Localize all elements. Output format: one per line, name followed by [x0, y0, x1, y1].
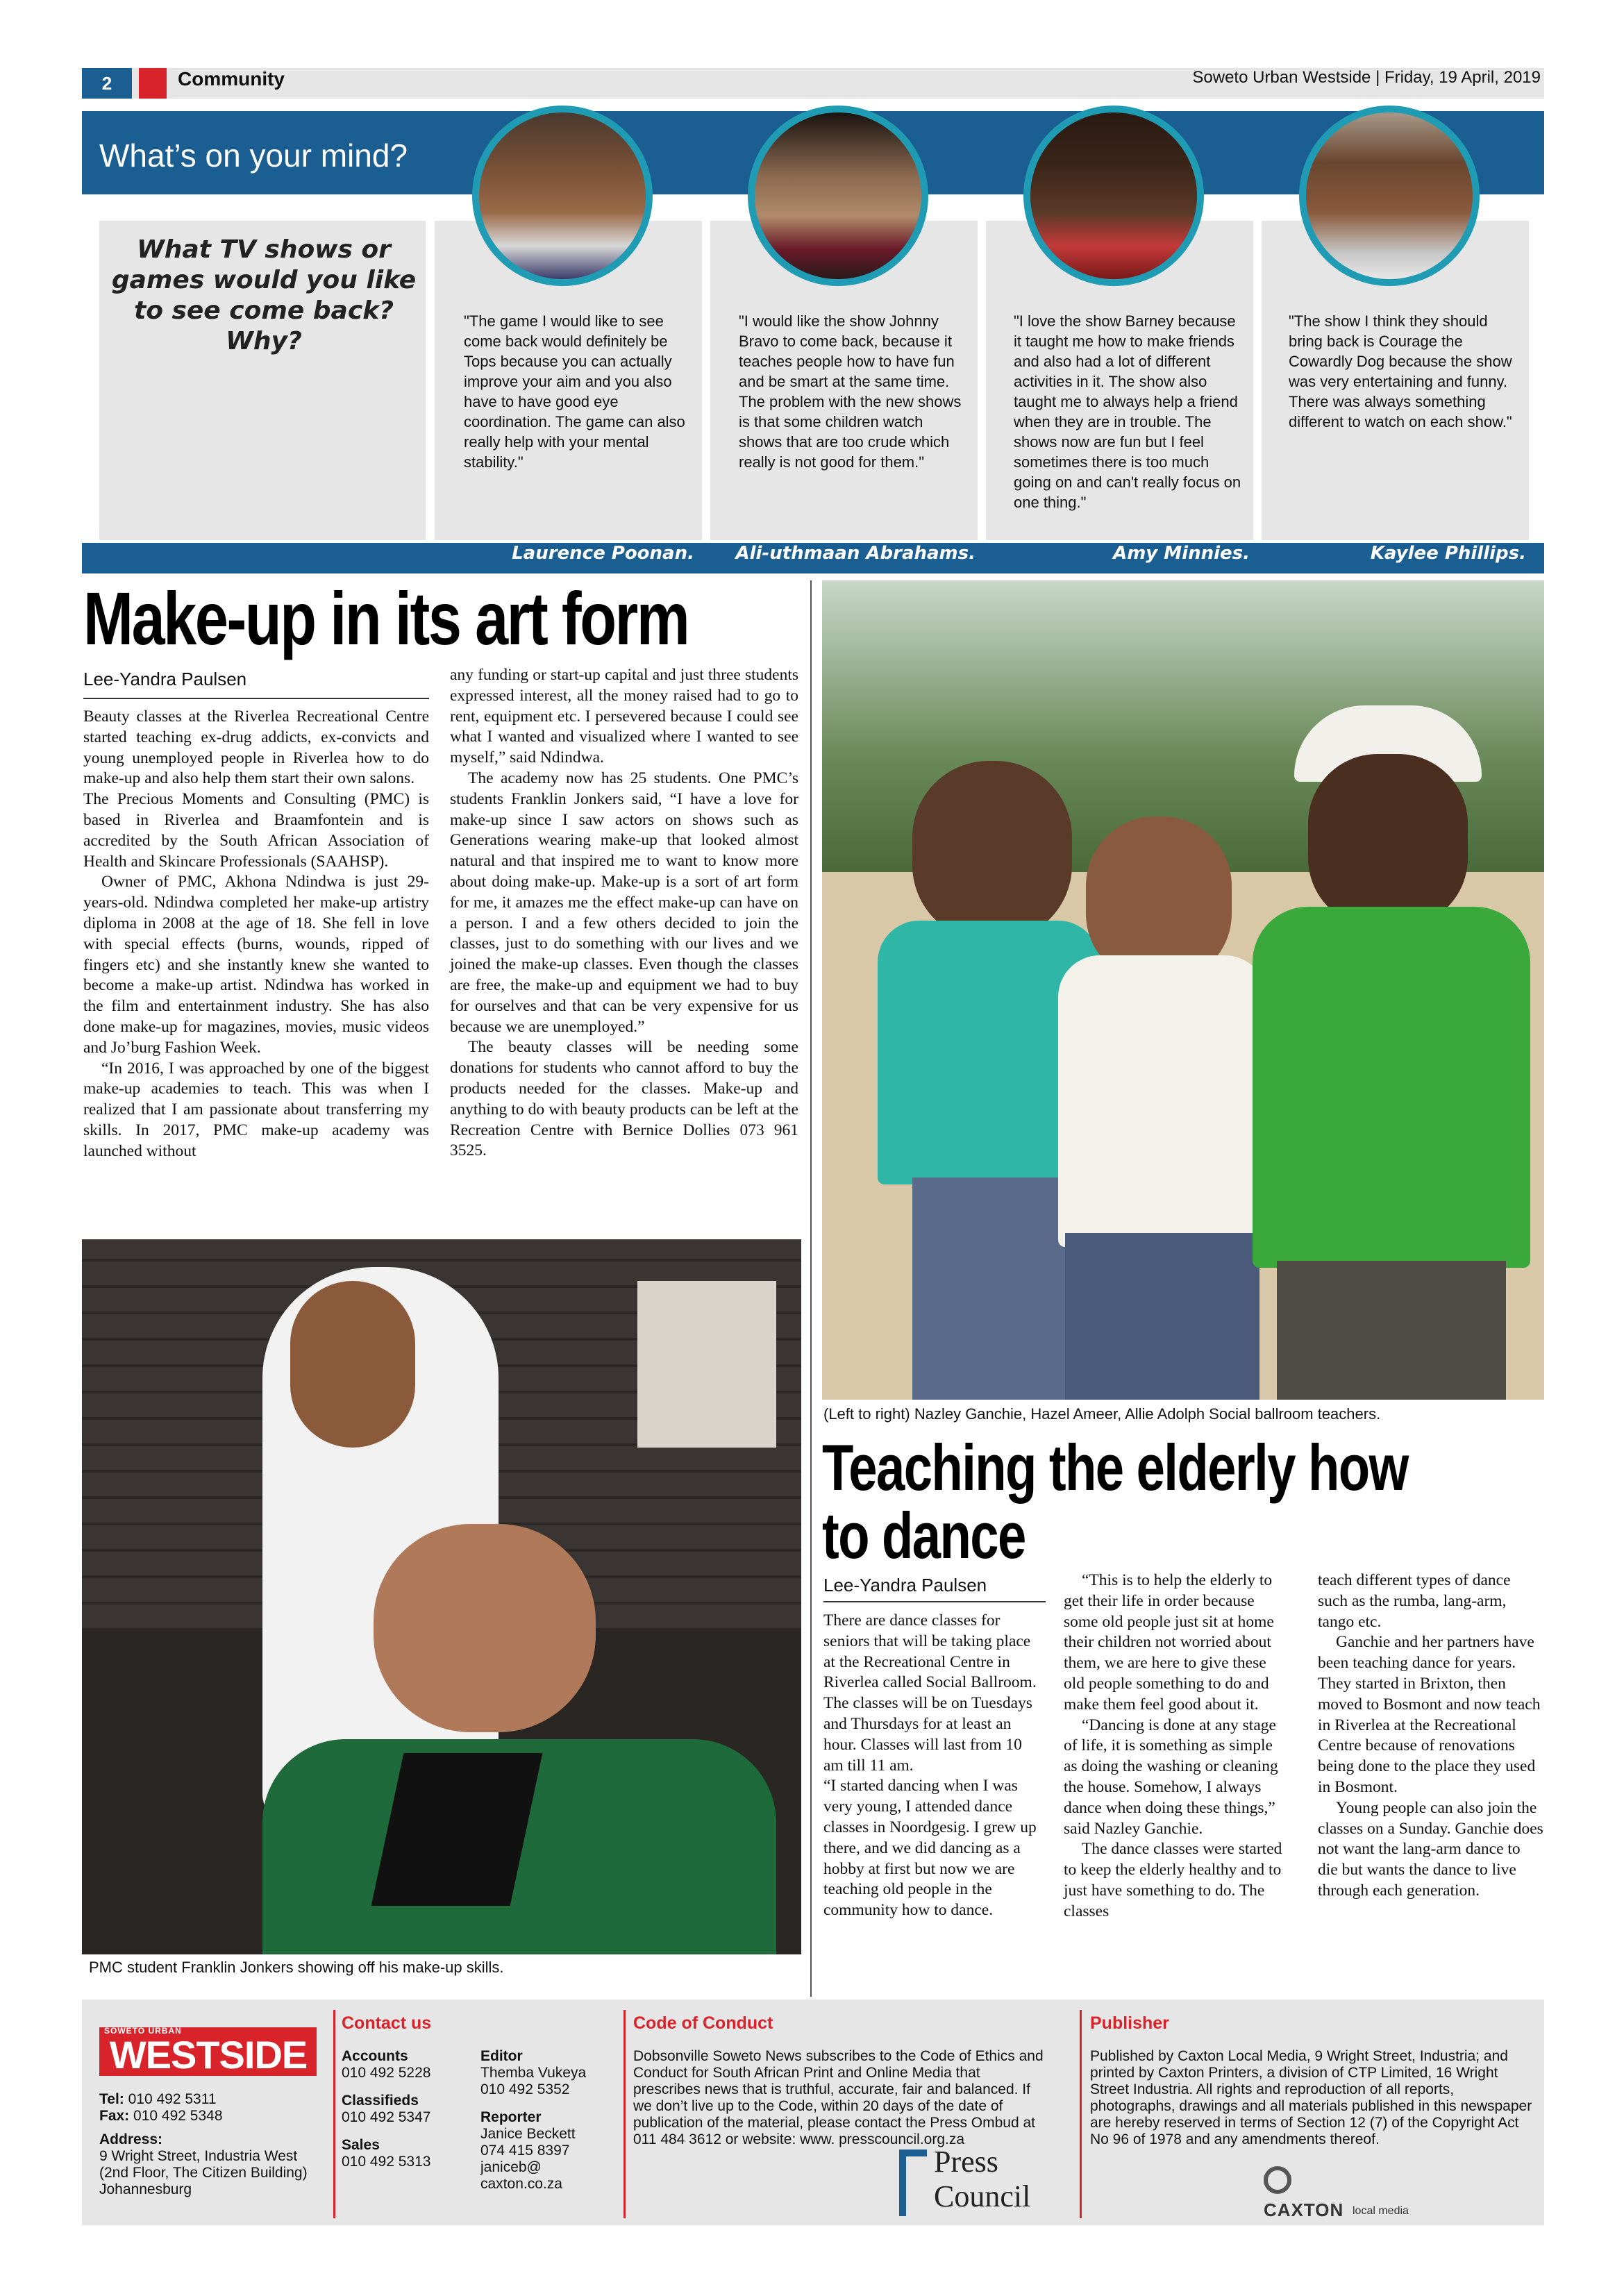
fax-label: Fax:	[99, 2108, 130, 2124]
press-council-logo	[899, 2145, 1053, 2222]
byline-rule	[83, 698, 429, 699]
makeup-column-1	[83, 707, 429, 1162]
paragraph: “This is to help the elderly to get their life in order because some old people just sit at home their children not worried about them, we are here to give these old people something to do and make them feel good about it.	[1064, 1571, 1274, 1713]
dance-column-1	[823, 1611, 1046, 1921]
press-council-word-1: Press	[934, 2145, 998, 2179]
dance-byline: Lee-Yandra Paulsen	[823, 1575, 987, 1595]
dance-photo	[822, 580, 1544, 1400]
paragraph: any funding or start-up capital and just three students expressed interest, all the money raised had to go to rent, equipment etc. I persevered because I could see what I wanted and visualized where I wanted to see myself,” said Ndindwa.	[450, 666, 798, 767]
logo-wordmark: WESTSIDE	[109, 2033, 308, 2077]
caxton-wordmark: CAXTON	[1264, 2199, 1344, 2220]
section-title: Community	[178, 68, 285, 90]
tel-number: 010 492 5311	[128, 2091, 217, 2107]
paragraph: Young people can also join the classes on a Sunday. Ganchie does not want the lang-arm dance to die but wants the dance to live through each generation.	[1318, 1798, 1543, 1900]
footer-divider	[623, 2010, 626, 2218]
dance-column-3	[1318, 1570, 1543, 1902]
dance-column-2	[1064, 1570, 1289, 1922]
makeup-column-2	[450, 665, 798, 1162]
editor-label: Editor	[480, 2048, 523, 2064]
footer-divider	[1080, 2010, 1082, 2218]
code-of-conduct-heading: Code of Conduct	[633, 2013, 773, 2033]
contact-heading: Contact us	[342, 2013, 432, 2033]
response-quote-1: "The game I would like to see come back would definitely be Tops because you can actually improve your aim and you also have to have good eye coordination. The game can also really help with your mental stability."	[464, 312, 685, 471]
paragraph: The Precious Moments and Consulting (PMC) is based in Riverlea and Braamfontein and is accredited by the South African Association of Health and Skincare Professionals (SAAHSP).	[83, 790, 429, 871]
classifieds-label: Classifieds	[342, 2093, 419, 2109]
caxton-icon	[1264, 2166, 1291, 2194]
paragraph: “In 2016, I was approached by one of the biggest make-up academies to teach. This was when I realized that I am passionate about transferring my skills. In 2017, PMC make-up academy was launched without	[83, 1059, 429, 1160]
respondent-name-4: Kaylee Phillips.	[1370, 543, 1526, 564]
publisher-text: Published by Caxton Local Media, 9 Wright Street, Industria; and printed by Caxton Printers, a division of CTP Limited, 16 Wright Street Industria. All rights and reproduction of all reports, photographs, drawings and all materials published in this newspaper are hereby reserved in terms of Section 12 (7) of the Copyright Act No 96 of 1978 and any amendments thereof.	[1090, 2048, 1532, 2147]
question-text: What TV shows or games would you like to see come back? Why?	[111, 235, 417, 355]
staff-contacts	[480, 2048, 619, 2193]
editor-phone: 010 492 5352	[480, 2081, 570, 2097]
dance-headline-line-2: to dance	[822, 1499, 1026, 1572]
respondent-photo-3	[1023, 106, 1204, 286]
dateline: Soweto Urban Westside | Friday, 19 April, 2019	[1192, 68, 1541, 87]
response-quote-2: "I would like the show Johnny Bravo to come back, because it teaches people how to have fun and be smart at the same time. The problem with the new shows is that some children watch shows that are too crude which really is not good for them."	[739, 312, 962, 471]
address-label: Address:	[99, 2131, 163, 2147]
makeup-photo-caption: PMC student Franklin Jonkers showing off his make-up skills.	[89, 1959, 504, 1976]
paragraph: The academy now has 25 students. One PMC’s students Franklin Jonkers said, “I have a love for make-up since I saw actors on shows such as Generations wearing make-up that looked almost natural and that inspired me to want to know more about doing make-up. Make-up is a sort of art form for me, it amazes me the effect make-up can have on a person. I and a few others decided to join the classes, just to do something with our lives and we joined the make-up classes. Even though the classes are free, the make-up and equipment we had to buy for ourselves and that can be very expensive for us because we are unemployed.”	[450, 769, 798, 1036]
caxton-subtitle: local media	[1353, 2205, 1409, 2217]
respondent-photo-4	[1299, 106, 1480, 286]
classifieds-number: 010 492 5347	[342, 2109, 431, 2125]
paragraph: The beauty classes will be needing some donations for students who cannot afford to buy the products needed for the classes. Make-up and anything to do with beauty products can be left at the Recreation Centre with Bernice Dollies 073 961 3525.	[450, 1038, 798, 1160]
logo-tagline: SOWETO URBAN	[104, 2026, 182, 2036]
tel-label: Tel:	[99, 2091, 124, 2107]
dance-photo-caption: (Left to right) Nazley Ganchie, Hazel Ameer, Allie Adolph Social ballroom teachers.	[823, 1405, 1381, 1423]
footer-divider	[333, 2010, 335, 2218]
column-divider	[810, 580, 812, 1997]
respondent-name-1: Laurence Poonan.	[512, 543, 694, 564]
reporter-phone: 074 415 8397	[480, 2143, 570, 2159]
reporter-label: Reporter	[480, 2109, 542, 2125]
respondent-name-2: Ali-uthmaan Abrahams.	[735, 543, 976, 564]
paragraph: “Dancing is done at any stage of life, it is something as simple as doing the washing or cleaning the house. Somehow, I always dance when doing these things,” said Nazley Ganchie.	[1064, 1716, 1278, 1838]
section-marker	[139, 68, 167, 99]
respondent-name-3: Amy Minnies.	[1113, 543, 1250, 564]
respondent-photo-1	[472, 106, 653, 286]
paragraph: There are dance classes for seniors that will be taking place at the Recreational Centre in Riverlea called Social Ballroom. The classes will be on Tuesdays and Thursdays for at least an hour. Classes will last from 10 am till 11 am.	[823, 1611, 1037, 1775]
response-quote-3: "I love the show Barney because it taught me how to make friends and also had a lot of different activities in it. The show also taught me to always help a friend when they are in trouble. The shows now are fun but I feel sometimes there is too much going on and can't really focus on one thing."	[1014, 312, 1241, 511]
dance-headline-line-1: Teaching the elderly how	[822, 1431, 1408, 1504]
accounts-number: 010 492 5228	[342, 2065, 431, 2081]
paragraph: teach different types of dance such as the rumba, lang-arm, tango etc.	[1318, 1571, 1511, 1631]
contact-block	[99, 2091, 321, 2198]
paragraph: Ganchie and her partners have been teaching dance for years. They started in Brixton, then moved to Bosmont and now teach in Riverlea at the Recreational Centre because of renovations being done to the place they used in Bosmont.	[1318, 1633, 1541, 1796]
response-quote-4: "The show I think they should bring back is Courage the Cowardly Dog because the show was very entertaining and funny. There was always something different to watch on each show."	[1289, 312, 1512, 430]
makeup-photo	[82, 1239, 801, 1954]
makeup-headline: Make-up in its art form	[83, 576, 689, 660]
makeup-byline: Lee-Yandra Paulsen	[83, 669, 247, 689]
byline-rule	[823, 1601, 1046, 1602]
address: 9 Wright Street, Industria West (2nd Floor, The Citizen Building) Johannesburg	[99, 2148, 308, 2197]
paragraph: Beauty classes at the Riverlea Recreational Centre started teaching ex-drug addicts, ex-convicts and young unemployed people in Riverlea how to do make-up and also help them start their own salons.	[83, 707, 429, 788]
paragraph: The dance classes were started to keep the elderly healthy and to just have something to do. The classes	[1064, 1840, 1282, 1920]
reporter-email: janiceb@	[480, 2159, 542, 2175]
fax-number: 010 492 5348	[133, 2108, 223, 2124]
press-council-mark	[899, 2150, 927, 2216]
department-contacts	[342, 2048, 467, 2170]
press-council-word-2: Council	[934, 2179, 1031, 2213]
accounts-label: Accounts	[342, 2048, 408, 2064]
reporter-email-domain: caxton.co.za	[480, 2176, 562, 2192]
respondent-photo-2	[748, 106, 928, 286]
publisher-heading: Publisher	[1090, 2013, 1169, 2033]
caxton-logo	[1264, 2166, 1444, 2222]
reporter-name: Janice Beckett	[480, 2126, 576, 2142]
whats-on-your-mind-title: What’s on your mind?	[99, 137, 408, 174]
editor-name: Themba Vukeya	[480, 2065, 587, 2081]
code-of-conduct-text: Dobsonville Soweto News subscribes to the Code of Ethics and Conduct for South African Print and Online Media that prescribes news that is truthful, accurate, fair and balanced. If we don’t live up to the Code, within 20 days of the date of publication of the material, please contact the Press Ombud at 011 484 3612 or website: www. presscouncil.org.za	[633, 2048, 1044, 2147]
paragraph: Owner of PMC, Akhona Ndindwa is just 29-years-old. Ndindwa completed her make-up artistry diploma in 2008 at the age of 18. She fell in love with special effects (burns, wounds, ripped of fingers etc) and she instantly knew she wanted to become a make-up artist. Ndindwa has worked in the film and entertainment industry. She has also done make-up for magazines, movies, music videos and Jo’burg Fashion Week.	[83, 873, 429, 1057]
dance-headline	[822, 1431, 1564, 1572]
paragraph: “I started dancing when I was very young, I attended dance classes in Noordgesig. I grew up there, and we did dancing as a hobby at first but now we are teaching old people in the community how to dance.	[823, 1777, 1037, 1920]
sales-label: Sales	[342, 2137, 380, 2153]
sales-number: 010 492 5313	[342, 2154, 431, 2170]
page-number: 2	[82, 68, 132, 99]
